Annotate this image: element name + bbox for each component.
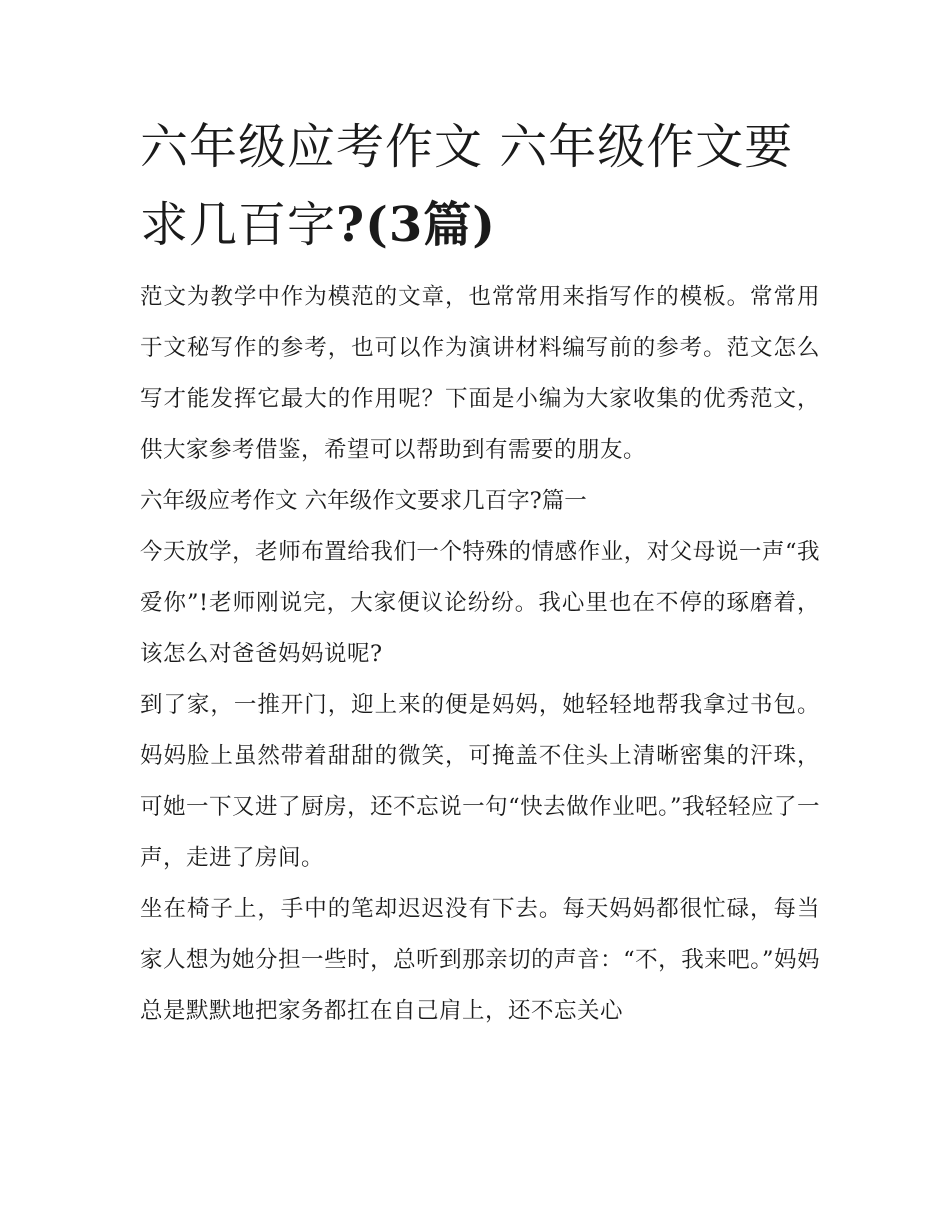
body-paragraph: 到了家，一推开门，迎上来的便是妈妈，她轻轻地帮我拿过书包。妈妈脸上虽然带着甜甜的微笑，可掩盖不住头上清晰密集的汗珠，可她一下又进了厨房，还不忘说一句“快去做作业吧。”我轻轻应了一声，走进了房间。 — [140, 692, 820, 871]
title-main: 六年级应考作文 六年级作文要求几百字 — [140, 119, 794, 253]
body-paragraph: 坐在椅子上，手中的笔却迟迟没有下去。每天妈妈都很忙碌，每当家人想为她分担一些时，总听到那亲切的声音：“不，我来吧。”妈妈总是默默地把家务都扛在自己肩上，还不忘关心 — [140, 896, 820, 1024]
title-tail: ?(3篇) — [336, 197, 496, 253]
intro-paragraph: 范文为教学中作为模范的文章，也常常用来指写作的模板。常常用于文秘写作的参考，也可以作为演讲材料编写前的参考。范文怎么写才能发挥它最大的作用呢？下面是小编为大家收集的优秀范文，供大家参考借鉴，希望可以帮助到有需要的朋友。 — [140, 284, 820, 463]
section-heading: 六年级应考作文 六年级作文要求几百字?篇一 — [140, 488, 587, 514]
document-page — [140, 108, 820, 1037]
body-paragraph: 今天放学，老师布置给我们一个特殊的情感作业，对父母说一声“我爱你”!老师刚说完，大家便议论纷纷。我心里也在不停的琢磨着，该怎么对爸爸妈妈说呢? — [140, 539, 820, 667]
page-title — [140, 108, 820, 264]
